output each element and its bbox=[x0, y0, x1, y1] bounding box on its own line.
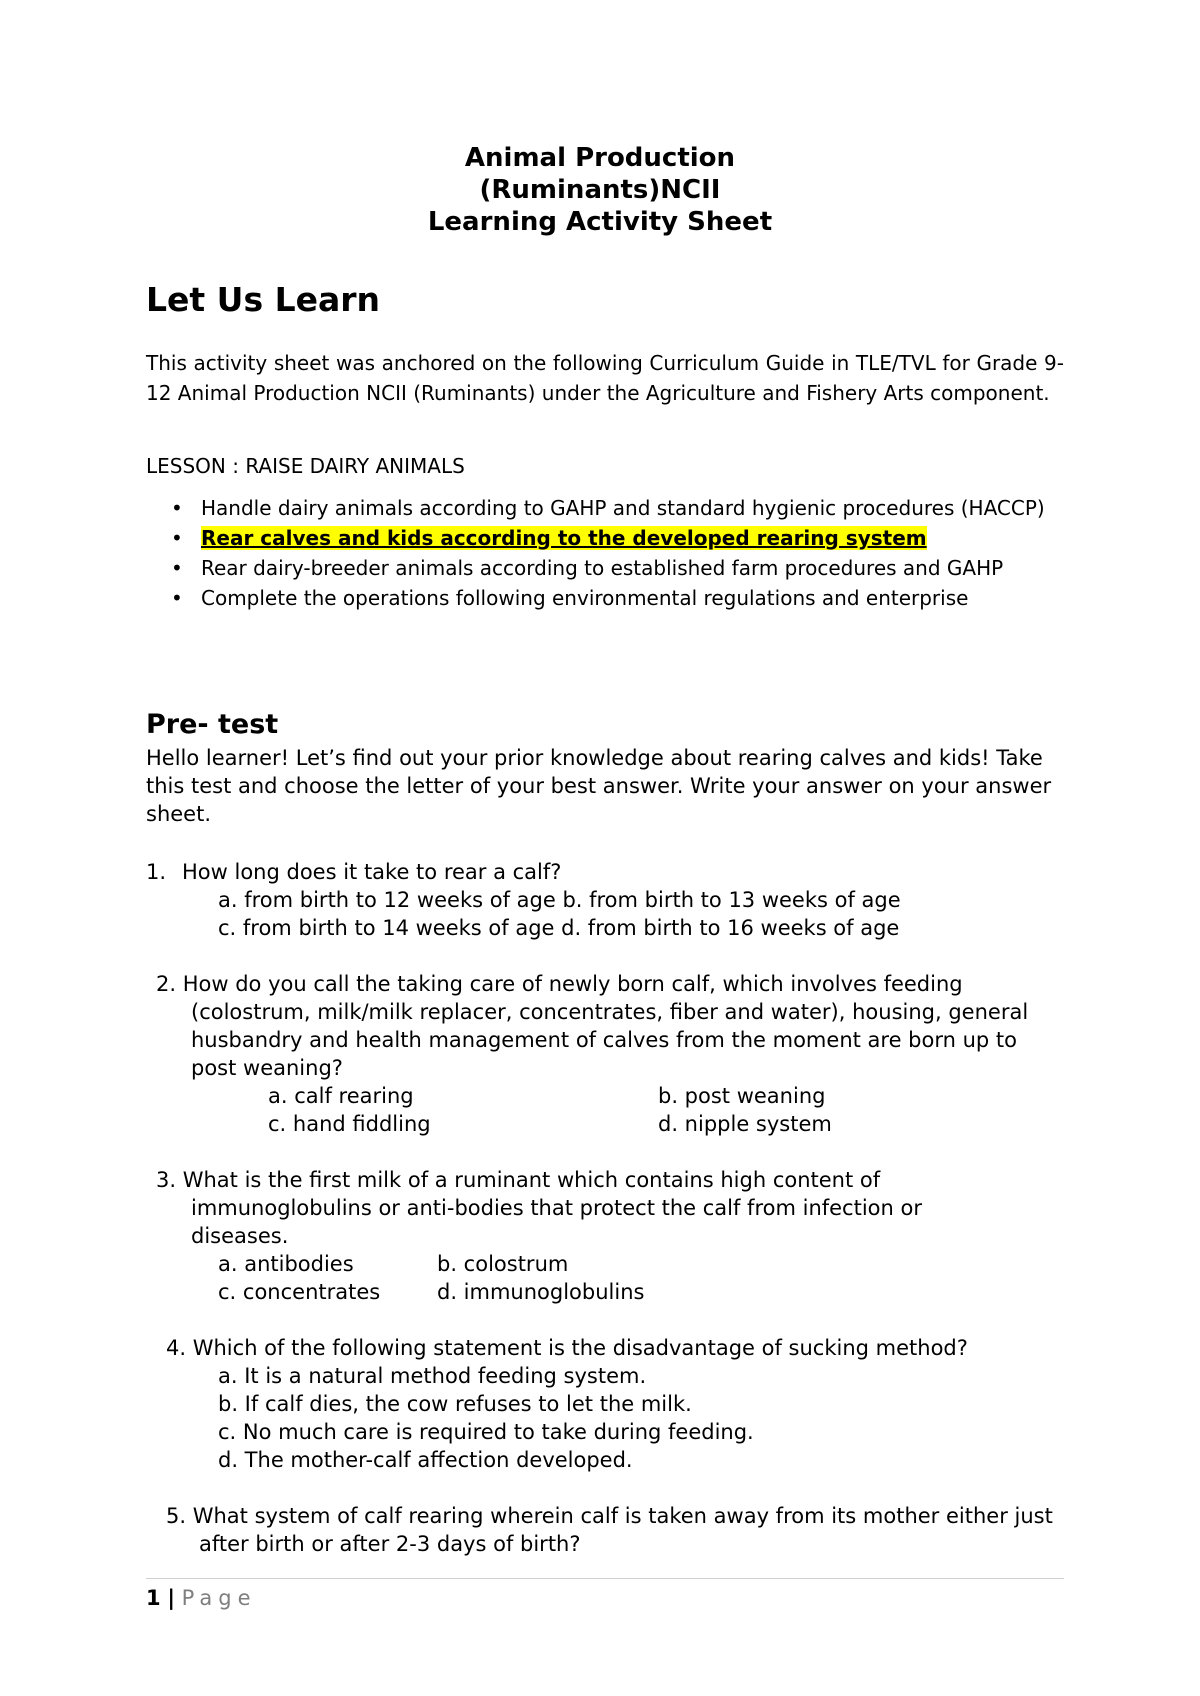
question-2 bbox=[156, 970, 1056, 1082]
answer-option: b. post weaning bbox=[658, 1084, 826, 1108]
competency-list bbox=[146, 493, 1064, 613]
question-text: How do you call the taking care of newly born calf, which involves feeding (colostrum, milk/milk replacer, concentrates, fiber and water), housing, general husbandry and health management of calves from the moment are born up to post weaning? bbox=[182, 972, 1029, 1080]
intro-paragraph: This activity sheet was anchored on the following Curriculum Guide in TLE/TVL for Grade 9-12 Animal Production NCII (Ruminants) under the Agriculture and Fishery Arts component. bbox=[146, 351, 1064, 405]
bullet-text: Handle dairy animals according to GAHP and standard hygienic procedures (HACCP) bbox=[201, 496, 1045, 520]
list-item bbox=[146, 493, 1064, 523]
question-1 bbox=[146, 858, 1066, 886]
bullet-text: Complete the operations following environmental regulations and enterprise bbox=[201, 586, 969, 610]
answer-option: b. If calf dies, the cow refuses to let the milk. bbox=[218, 1392, 692, 1416]
bullet-icon: • bbox=[171, 526, 183, 550]
title-line-2: (Ruminants)NCII bbox=[479, 175, 721, 205]
pretest-intro: Hello learner! Let’s find out your prior knowledge about rearing calves and kids! Take this test and choose the letter of your best answer. Write your answer on your answer sheet. bbox=[146, 746, 1052, 826]
list-item bbox=[146, 583, 1064, 613]
page-footer bbox=[146, 1584, 257, 1612]
question-number: 3. bbox=[156, 1168, 177, 1192]
question-text: How long does it take to rear a calf? bbox=[182, 860, 562, 884]
footer-divider bbox=[146, 1578, 1064, 1579]
lesson-title: LESSON : RAISE DAIRY ANIMALS bbox=[146, 454, 465, 478]
answer-option: c. concentrates bbox=[218, 1280, 381, 1304]
answer-option: d. nipple system bbox=[658, 1112, 832, 1136]
footer-separator: | bbox=[167, 1586, 175, 1610]
page-number: 1 bbox=[146, 1586, 161, 1610]
highlighted-bullet-text: Rear calves and kids according to the developed rearing system bbox=[201, 526, 927, 550]
answer-option: a. antibodies bbox=[218, 1252, 354, 1276]
bullet-icon: • bbox=[171, 556, 183, 580]
page-label: Page bbox=[181, 1586, 257, 1610]
question-number: 4. bbox=[166, 1336, 187, 1360]
question-number: 5. bbox=[166, 1504, 187, 1528]
answer-option: d. immunoglobulins bbox=[437, 1280, 645, 1304]
question-number: 1. bbox=[146, 860, 167, 884]
let-us-learn-heading: Let Us Learn bbox=[146, 280, 381, 319]
list-item bbox=[146, 553, 1064, 583]
title-block bbox=[0, 142, 1200, 238]
answer-option: b. colostrum bbox=[437, 1252, 569, 1276]
bullet-icon: • bbox=[171, 496, 183, 520]
answer-option: c. from birth to 14 weeks of age d. from birth to 16 weeks of age bbox=[218, 916, 900, 940]
answer-option: c. hand fiddling bbox=[268, 1112, 431, 1136]
question-5 bbox=[166, 1502, 1071, 1558]
bullet-text: Rear dairy-breeder animals according to established farm procedures and GAHP bbox=[201, 556, 1004, 580]
question-number: 2. bbox=[156, 972, 177, 996]
list-item bbox=[146, 523, 1064, 553]
answer-option: a. It is a natural method feeding system. bbox=[218, 1364, 647, 1388]
answer-option: c. No much care is required to take during feeding. bbox=[218, 1420, 754, 1444]
answer-option: a. from birth to 12 weeks of age b. from birth to 13 weeks of age bbox=[218, 888, 901, 912]
pretest-heading: Pre- test bbox=[146, 709, 279, 740]
question-3 bbox=[156, 1166, 1001, 1250]
question-text: What is the first milk of a ruminant which contains high content of immunoglobulins or anti-bodies that protect the calf from infection or diseases. bbox=[182, 1168, 922, 1248]
question-text: What system of calf rearing wherein calf is taken away from its mother either just after birth or after 2-3 days of birth? bbox=[192, 1504, 1053, 1556]
answer-option: a. calf rearing bbox=[268, 1084, 414, 1108]
title-line-1: Animal Production bbox=[464, 143, 736, 173]
answer-option: d. The mother-calf affection developed. bbox=[218, 1448, 633, 1472]
question-text: Which of the following statement is the disadvantage of sucking method? bbox=[192, 1336, 968, 1360]
bullet-icon: • bbox=[171, 586, 183, 610]
question-4 bbox=[166, 1334, 1066, 1362]
title-line-3: Learning Activity Sheet bbox=[427, 207, 773, 237]
